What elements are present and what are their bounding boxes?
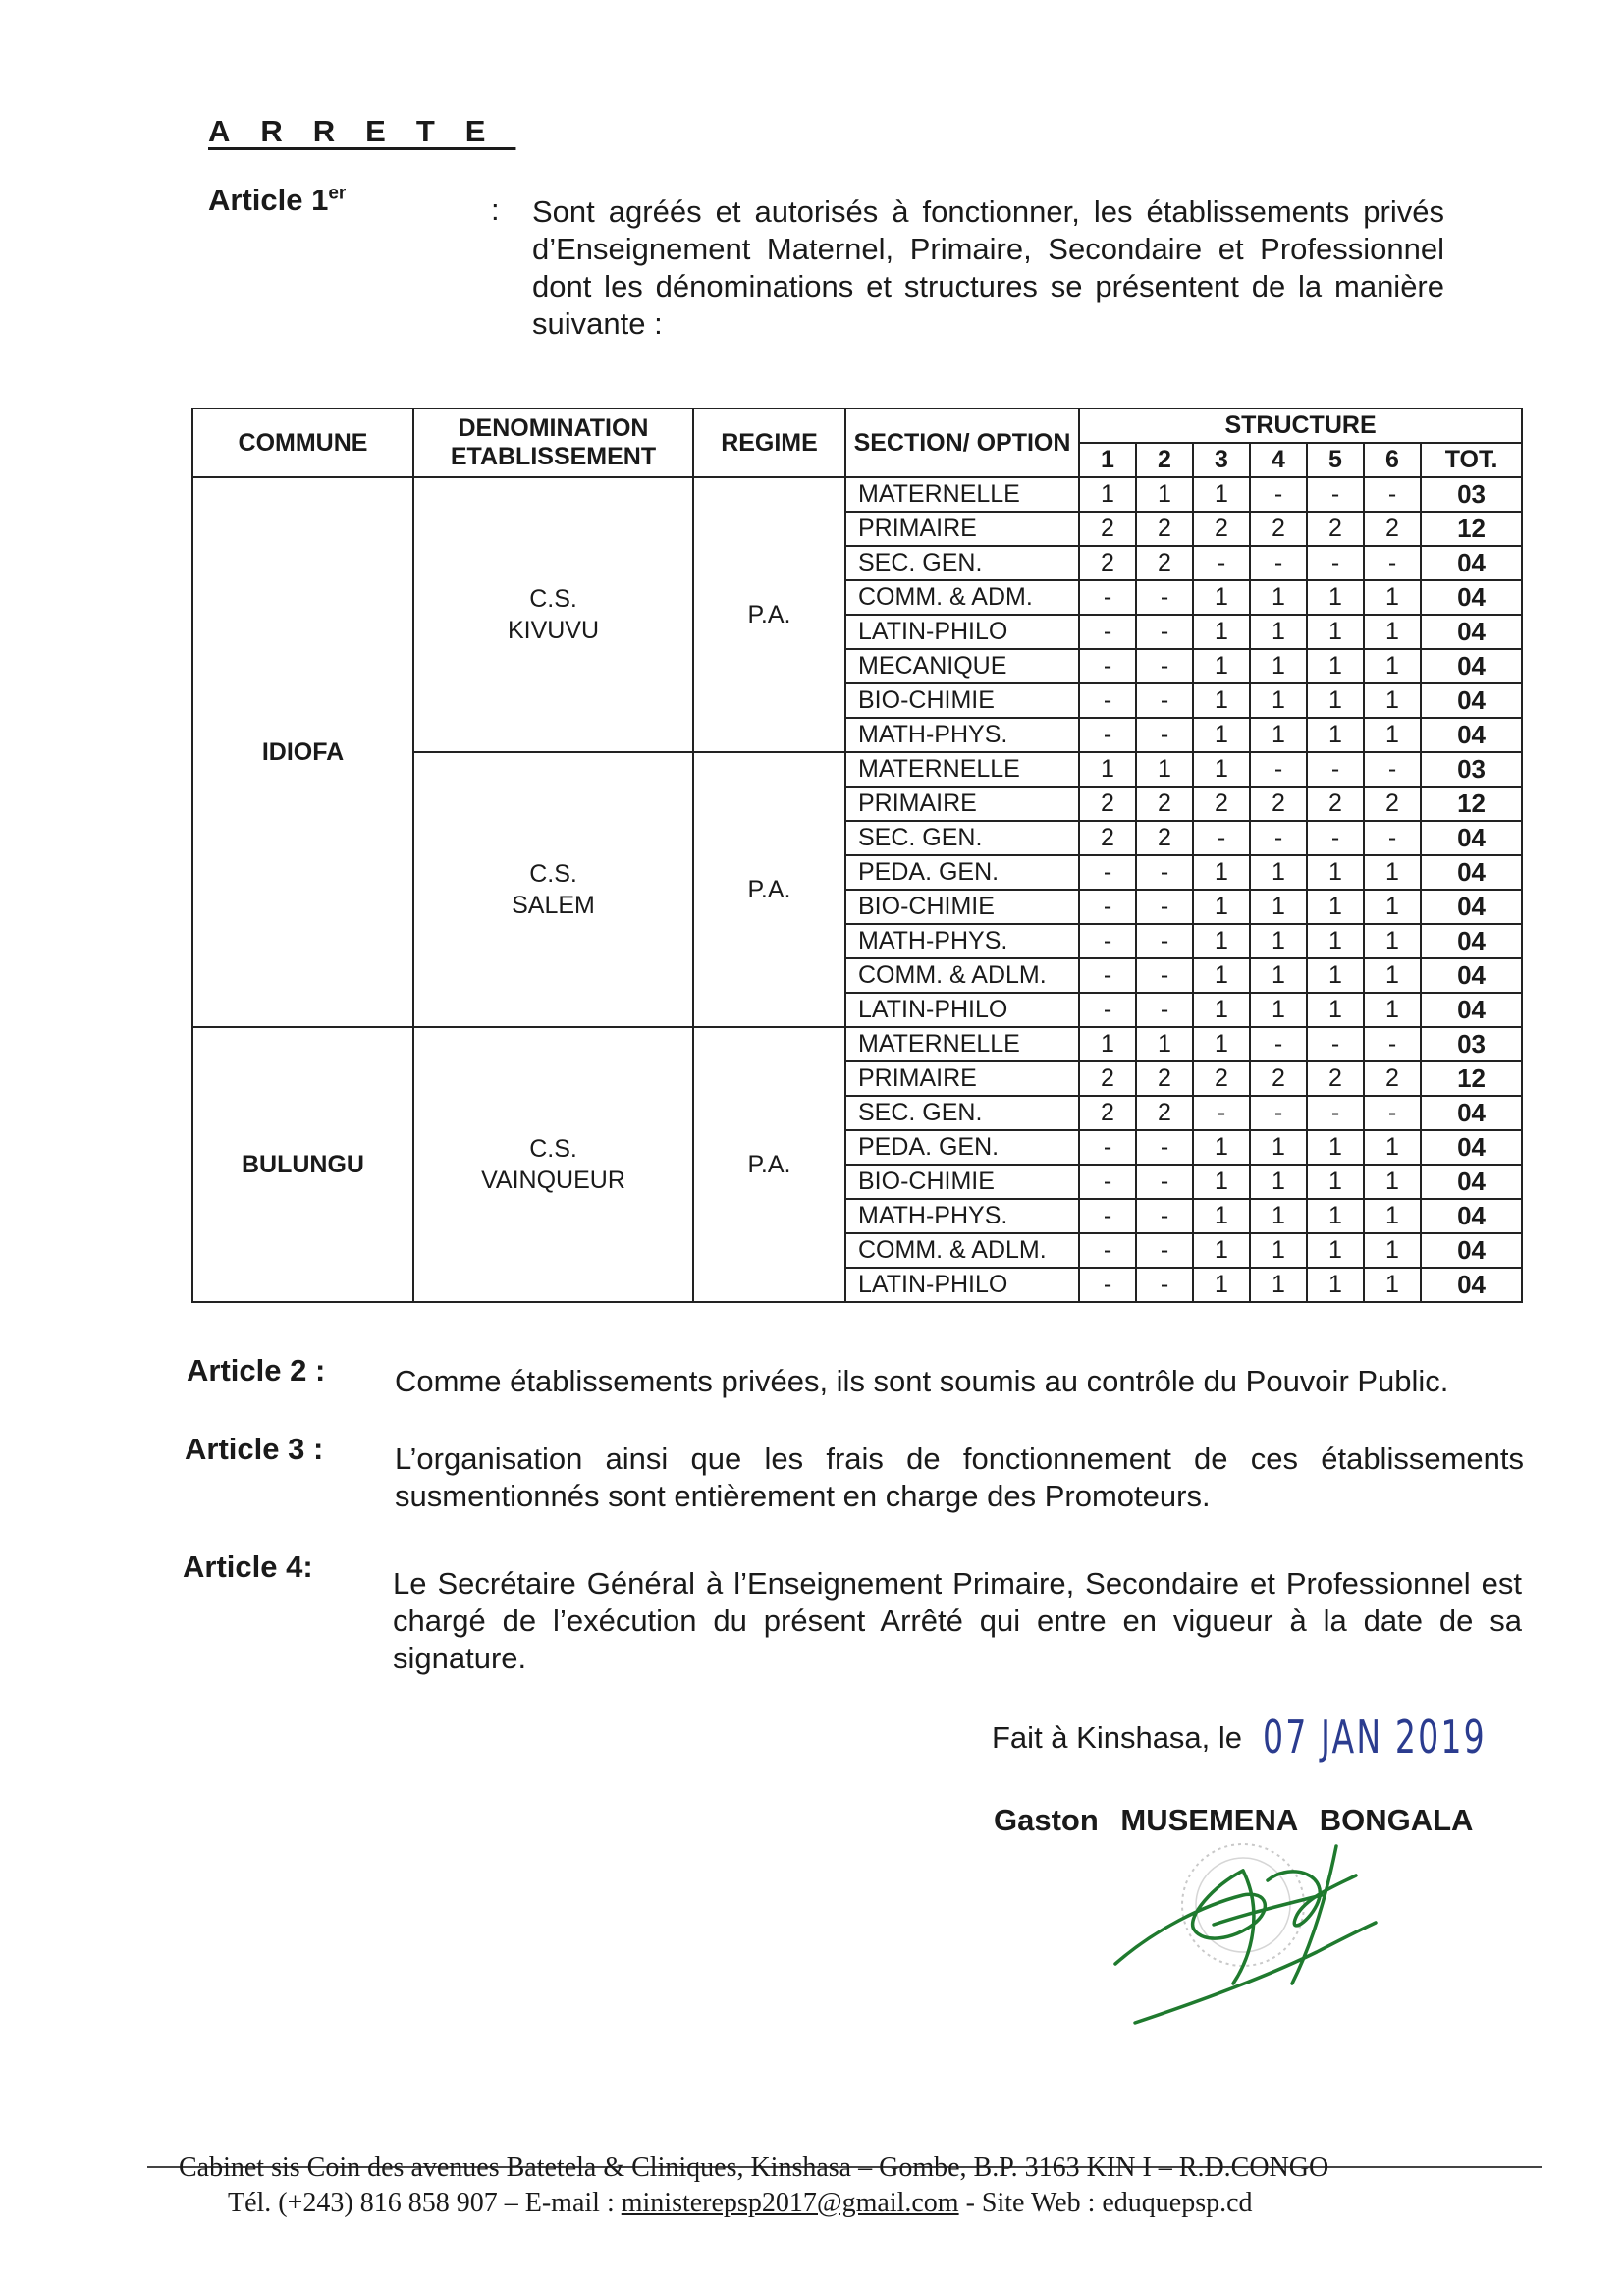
structure-value-cell: 2 [1307, 787, 1364, 821]
total-cell: 04 [1421, 546, 1522, 580]
structure-value-cell: - [1307, 1027, 1364, 1061]
structure-column-header: 4 [1250, 443, 1307, 477]
option-cell: LATIN-PHILO [845, 1268, 1079, 1302]
structure-value-cell: - [1136, 855, 1193, 890]
structure-value-cell: 1 [1250, 580, 1307, 615]
total-cell: 04 [1421, 1233, 1522, 1268]
structure-value-cell: - [1136, 958, 1193, 993]
option-cell: LATIN-PHILO [845, 993, 1079, 1027]
option-cell: LATIN-PHILO [845, 615, 1079, 649]
structure-value-cell: 1 [1307, 1268, 1364, 1302]
option-cell: SEC. GEN. [845, 546, 1079, 580]
structure-value-cell: 1 [1307, 890, 1364, 924]
structure-value-cell: 1 [1250, 1199, 1307, 1233]
option-cell: BIO-CHIMIE [845, 890, 1079, 924]
structure-value-cell: - [1079, 615, 1136, 649]
total-cell: 12 [1421, 1061, 1522, 1096]
structure-value-cell: - [1079, 683, 1136, 718]
header-commune: COMMUNE [192, 408, 413, 477]
structure-value-cell: 2 [1193, 1061, 1250, 1096]
structure-value-cell: - [1079, 580, 1136, 615]
article-1-colon: : [491, 192, 500, 227]
structure-value-cell: 1 [1136, 1027, 1193, 1061]
structure-value-cell: 1 [1193, 855, 1250, 890]
structure-value-cell: 2 [1307, 512, 1364, 546]
regime-cell: P.A. [693, 1027, 845, 1302]
denomination-line2: VAINQUEUR [481, 1167, 625, 1194]
structure-value-cell: 2 [1250, 512, 1307, 546]
footer-email-link[interactable]: ministerepsp2017@gmail.com [621, 2188, 959, 2218]
article-3-label: Article 3 : [185, 1432, 324, 1466]
total-cell: 03 [1421, 752, 1522, 787]
structure-value-cell: - [1307, 1096, 1364, 1130]
total-cell: 04 [1421, 958, 1522, 993]
structure-value-cell: 1 [1364, 890, 1421, 924]
structure-value-cell: 1 [1193, 1130, 1250, 1165]
total-cell: 03 [1421, 1027, 1522, 1061]
option-cell: BIO-CHIMIE [845, 683, 1079, 718]
option-cell: MATH-PHYS. [845, 924, 1079, 958]
structure-value-cell: - [1250, 546, 1307, 580]
total-cell: 04 [1421, 855, 1522, 890]
structure-value-cell: 2 [1193, 512, 1250, 546]
structure-value-cell: 2 [1079, 1096, 1136, 1130]
denomination-line1: C.S. [529, 860, 577, 888]
structure-value-cell: 1 [1079, 752, 1136, 787]
denomination-line1: C.S. [529, 585, 577, 613]
structure-value-cell: 1 [1250, 683, 1307, 718]
structure-value-cell: - [1307, 477, 1364, 512]
structure-value-cell: 1 [1364, 580, 1421, 615]
structure-value-cell: - [1136, 649, 1193, 683]
structure-value-cell: 1 [1193, 958, 1250, 993]
structure-value-cell: - [1307, 821, 1364, 855]
total-cell: 04 [1421, 1130, 1522, 1165]
structure-value-cell: 2 [1079, 512, 1136, 546]
structure-value-cell: 1 [1193, 580, 1250, 615]
structure-value-cell: 2 [1079, 787, 1136, 821]
structure-value-cell: 1 [1307, 1199, 1364, 1233]
option-cell: MATH-PHYS. [845, 718, 1079, 752]
structure-column-header: 1 [1079, 443, 1136, 477]
structure-value-cell: 1 [1307, 958, 1364, 993]
article-2-text: Comme établissements privées, ils sont soumis au contrôle du Pouvoir Public. [395, 1364, 1449, 1398]
structure-value-cell: - [1079, 924, 1136, 958]
denomination-cell [413, 477, 693, 752]
structure-value-cell: 2 [1136, 1061, 1193, 1096]
structure-value-cell: 1 [1136, 752, 1193, 787]
structure-value-cell: 2 [1079, 1061, 1136, 1096]
structure-value-cell: 1 [1250, 924, 1307, 958]
structure-value-cell: - [1307, 752, 1364, 787]
total-cell: 04 [1421, 993, 1522, 1027]
header-denomination: DENOMINATION ETABLISSEMENT [413, 408, 693, 477]
structure-value-cell: - [1079, 1130, 1136, 1165]
structure-value-cell: 2 [1250, 1061, 1307, 1096]
structure-value-cell: - [1079, 890, 1136, 924]
option-cell: SEC. GEN. [845, 1096, 1079, 1130]
article-1-label [208, 183, 346, 218]
structure-value-cell: 1 [1364, 993, 1421, 1027]
structure-value-cell: 1 [1193, 924, 1250, 958]
structure-value-cell: 1 [1307, 993, 1364, 1027]
total-cell: 04 [1421, 1096, 1522, 1130]
footer-contact [228, 2188, 1253, 2219]
structure-value-cell: 1 [1250, 615, 1307, 649]
structure-value-cell: 1 [1307, 1233, 1364, 1268]
option-cell: PRIMAIRE [845, 1061, 1079, 1096]
structure-value-cell: - [1136, 890, 1193, 924]
regime-cell: P.A. [693, 752, 845, 1027]
footer-phone: Tél. (+243) 816 858 907 – E-mail : [228, 2188, 615, 2218]
structure-value-cell: 2 [1136, 821, 1193, 855]
structure-value-cell: 1 [1193, 1199, 1250, 1233]
structure-value-cell: 2 [1136, 1096, 1193, 1130]
structure-value-cell: 1 [1364, 1268, 1421, 1302]
option-cell: MATERNELLE [845, 477, 1079, 512]
article-4-text: Le Secrétaire Général à l’Enseignement Primaire, Secondaire et Professionnel est chargé de l’exécution du présent Arrêté qui entre en vigueur à la date de sa signature. [393, 1566, 1522, 1675]
structure-value-cell: - [1250, 1027, 1307, 1061]
structure-value-cell: - [1364, 1027, 1421, 1061]
option-cell: BIO-CHIMIE [845, 1165, 1079, 1199]
structure-value-cell: 1 [1364, 1130, 1421, 1165]
commune-cell: IDIOFA [192, 477, 413, 1027]
structure-value-cell: - [1307, 546, 1364, 580]
table-row [192, 477, 1522, 512]
structure-value-cell: 1 [1250, 855, 1307, 890]
structure-value-cell: - [1364, 1096, 1421, 1130]
structure-value-cell: 1 [1250, 649, 1307, 683]
structure-value-cell: - [1079, 1233, 1136, 1268]
structure-value-cell: 1 [1307, 855, 1364, 890]
structure-value-cell: - [1136, 924, 1193, 958]
structure-value-cell: - [1193, 821, 1250, 855]
total-cell: 04 [1421, 890, 1522, 924]
structure-value-cell: 1 [1193, 1268, 1250, 1302]
structure-value-cell: 1 [1193, 477, 1250, 512]
structure-value-cell: 1 [1250, 1130, 1307, 1165]
structure-value-cell: 2 [1364, 512, 1421, 546]
structure-value-cell: - [1079, 1199, 1136, 1233]
structure-value-cell: - [1136, 1199, 1193, 1233]
structure-value-cell: 1 [1193, 1027, 1250, 1061]
structure-value-cell: 2 [1250, 787, 1307, 821]
structure-value-cell: 1 [1193, 993, 1250, 1027]
structure-value-cell: 1 [1307, 1130, 1364, 1165]
commune-cell: BULUNGU [192, 1027, 413, 1302]
structure-value-cell: 2 [1136, 546, 1193, 580]
structure-value-cell: 1 [1364, 855, 1421, 890]
option-cell: MATERNELLE [845, 1027, 1079, 1061]
total-cell: 12 [1421, 512, 1522, 546]
schools-table [191, 408, 1523, 1303]
structure-column-header: TOT. [1421, 443, 1522, 477]
table-row [192, 1027, 1522, 1061]
structure-value-cell: 1 [1307, 580, 1364, 615]
structure-column-header: 6 [1364, 443, 1421, 477]
structure-value-cell: - [1136, 1233, 1193, 1268]
structure-value-cell: 1 [1193, 718, 1250, 752]
structure-column-header: 2 [1136, 443, 1193, 477]
structure-value-cell: - [1136, 993, 1193, 1027]
structure-value-cell: - [1364, 477, 1421, 512]
structure-value-cell: 2 [1079, 821, 1136, 855]
total-cell: 04 [1421, 821, 1522, 855]
structure-value-cell: - [1250, 1096, 1307, 1130]
structure-value-cell: 1 [1193, 615, 1250, 649]
structure-value-cell: - [1136, 1130, 1193, 1165]
structure-value-cell: 1 [1364, 958, 1421, 993]
structure-value-cell: - [1250, 477, 1307, 512]
structure-value-cell: - [1136, 718, 1193, 752]
structure-value-cell: 1 [1364, 615, 1421, 649]
structure-value-cell: 1 [1136, 477, 1193, 512]
total-cell: 03 [1421, 477, 1522, 512]
structure-value-cell: - [1136, 615, 1193, 649]
denomination-cell [413, 1027, 693, 1302]
structure-value-cell: 1 [1193, 1233, 1250, 1268]
denomination-line2: SALEM [512, 892, 595, 919]
structure-value-cell: 1 [1193, 890, 1250, 924]
structure-value-cell: 1 [1250, 993, 1307, 1027]
structure-value-cell: - [1250, 821, 1307, 855]
date-stamp: 07 JAN 2019 [1263, 1711, 1487, 1764]
total-cell: 04 [1421, 580, 1522, 615]
option-cell: PEDA. GEN. [845, 855, 1079, 890]
structure-value-cell: 2 [1364, 787, 1421, 821]
denomination-line1: C.S. [529, 1135, 577, 1163]
document-heading: ARRETE [208, 114, 516, 148]
option-cell: PRIMAIRE [845, 512, 1079, 546]
structure-value-cell: - [1193, 546, 1250, 580]
structure-value-cell: 1 [1250, 718, 1307, 752]
structure-value-cell: 1 [1364, 1233, 1421, 1268]
structure-value-cell: 1 [1250, 890, 1307, 924]
structure-value-cell: 1 [1079, 1027, 1136, 1061]
structure-value-cell: 1 [1364, 649, 1421, 683]
article-3-text: L’organisation ainsi que les frais de fonctionnement de ces établissements susmentionnés sont entièrement en charge des Promoteurs. [395, 1441, 1524, 1513]
structure-value-cell: 1 [1079, 477, 1136, 512]
total-cell: 04 [1421, 1165, 1522, 1199]
total-cell: 04 [1421, 649, 1522, 683]
denomination-line2: KIVUVU [507, 617, 600, 644]
structure-value-cell: - [1079, 718, 1136, 752]
handwritten-signature-icon [1096, 1836, 1469, 2033]
structure-value-cell: - [1079, 993, 1136, 1027]
structure-value-cell: - [1136, 683, 1193, 718]
total-cell: 12 [1421, 787, 1522, 821]
structure-value-cell: 2 [1307, 1061, 1364, 1096]
schools-table-container [191, 408, 1523, 1303]
option-cell: COMM. & ADLM. [845, 958, 1079, 993]
denomination-cell [413, 752, 693, 1027]
article-1-label-text: Article 1 [208, 183, 329, 217]
structure-value-cell: 1 [1307, 1165, 1364, 1199]
structure-value-cell: 2 [1136, 512, 1193, 546]
structure-value-cell: 1 [1364, 718, 1421, 752]
structure-column-header: 3 [1193, 443, 1250, 477]
option-cell: COMM. & ADLM. [845, 1233, 1079, 1268]
option-cell: MATH-PHYS. [845, 1199, 1079, 1233]
structure-value-cell: 1 [1307, 924, 1364, 958]
structure-value-cell: - [1136, 1268, 1193, 1302]
structure-value-cell: 1 [1193, 752, 1250, 787]
total-cell: 04 [1421, 1268, 1522, 1302]
structure-value-cell: - [1079, 649, 1136, 683]
structure-value-cell: 2 [1136, 787, 1193, 821]
structure-value-cell: 1 [1250, 958, 1307, 993]
option-cell: MECANIQUE [845, 649, 1079, 683]
structure-value-cell: - [1136, 1165, 1193, 1199]
signer-name: Gaston MUSEMENA BONGALA [994, 1803, 1474, 1837]
place-of-signing: Fait à Kinshasa, le [992, 1720, 1243, 1755]
total-cell: 04 [1421, 924, 1522, 958]
structure-value-cell: 1 [1250, 1268, 1307, 1302]
structure-value-cell: 1 [1307, 683, 1364, 718]
option-cell: MATERNELLE [845, 752, 1079, 787]
header-structure: STRUCTURE [1079, 408, 1522, 443]
structure-value-cell: - [1364, 821, 1421, 855]
structure-value-cell: 1 [1193, 1165, 1250, 1199]
structure-value-cell: - [1364, 752, 1421, 787]
article-1-label-sup: er [328, 183, 347, 204]
option-cell: SEC. GEN. [845, 821, 1079, 855]
structure-value-cell: 2 [1193, 787, 1250, 821]
structure-value-cell: - [1079, 1165, 1136, 1199]
schools-table-body [192, 477, 1522, 1302]
structure-value-cell: 1 [1364, 924, 1421, 958]
structure-value-cell: 1 [1364, 683, 1421, 718]
header-section-option: SECTION/ OPTION [845, 408, 1079, 477]
structure-value-cell: 1 [1364, 1165, 1421, 1199]
structure-value-cell: - [1364, 546, 1421, 580]
structure-value-cell: 1 [1250, 1165, 1307, 1199]
footer-address: Cabinet sis Coin des avenues Batetela & Cliniques, Kinshasa – Gombe, B.P. 3163 KIN I – R.D.CONGO [179, 2152, 1329, 2183]
total-cell: 04 [1421, 615, 1522, 649]
total-cell: 04 [1421, 1199, 1522, 1233]
structure-value-cell: - [1079, 1268, 1136, 1302]
structure-value-cell: - [1250, 752, 1307, 787]
total-cell: 04 [1421, 683, 1522, 718]
structure-value-cell: - [1136, 580, 1193, 615]
structure-value-cell: 1 [1307, 649, 1364, 683]
article-4-label: Article 4: [183, 1549, 313, 1584]
structure-value-cell: 1 [1307, 615, 1364, 649]
structure-value-cell: - [1079, 958, 1136, 993]
total-cell: 04 [1421, 718, 1522, 752]
option-cell: PRIMAIRE [845, 787, 1079, 821]
structure-value-cell: 1 [1250, 1233, 1307, 1268]
structure-value-cell: 1 [1193, 649, 1250, 683]
article-1-text: Sont agréés et autorisés à fonctionner, les établissements privés d’Enseignement Maternel, Primaire, Secondaire et Professionnel dont les dénominations et structures se présentent de la manière suivante : [532, 194, 1444, 341]
footer-website: - Site Web : eduquepsp.cd [965, 2188, 1253, 2218]
structure-value-cell: 2 [1364, 1061, 1421, 1096]
structure-value-cell: - [1193, 1096, 1250, 1130]
structure-value-cell: 1 [1364, 1199, 1421, 1233]
structure-value-cell: 1 [1307, 718, 1364, 752]
article-2-label: Article 2 : [187, 1353, 326, 1387]
structure-value-cell: 1 [1193, 683, 1250, 718]
structure-value-cell: 2 [1079, 546, 1136, 580]
structure-value-cell: - [1079, 855, 1136, 890]
header-regime: REGIME [693, 408, 845, 477]
option-cell: PEDA. GEN. [845, 1130, 1079, 1165]
option-cell: COMM. & ADM. [845, 580, 1079, 615]
regime-cell: P.A. [693, 477, 845, 752]
structure-column-header: 5 [1307, 443, 1364, 477]
